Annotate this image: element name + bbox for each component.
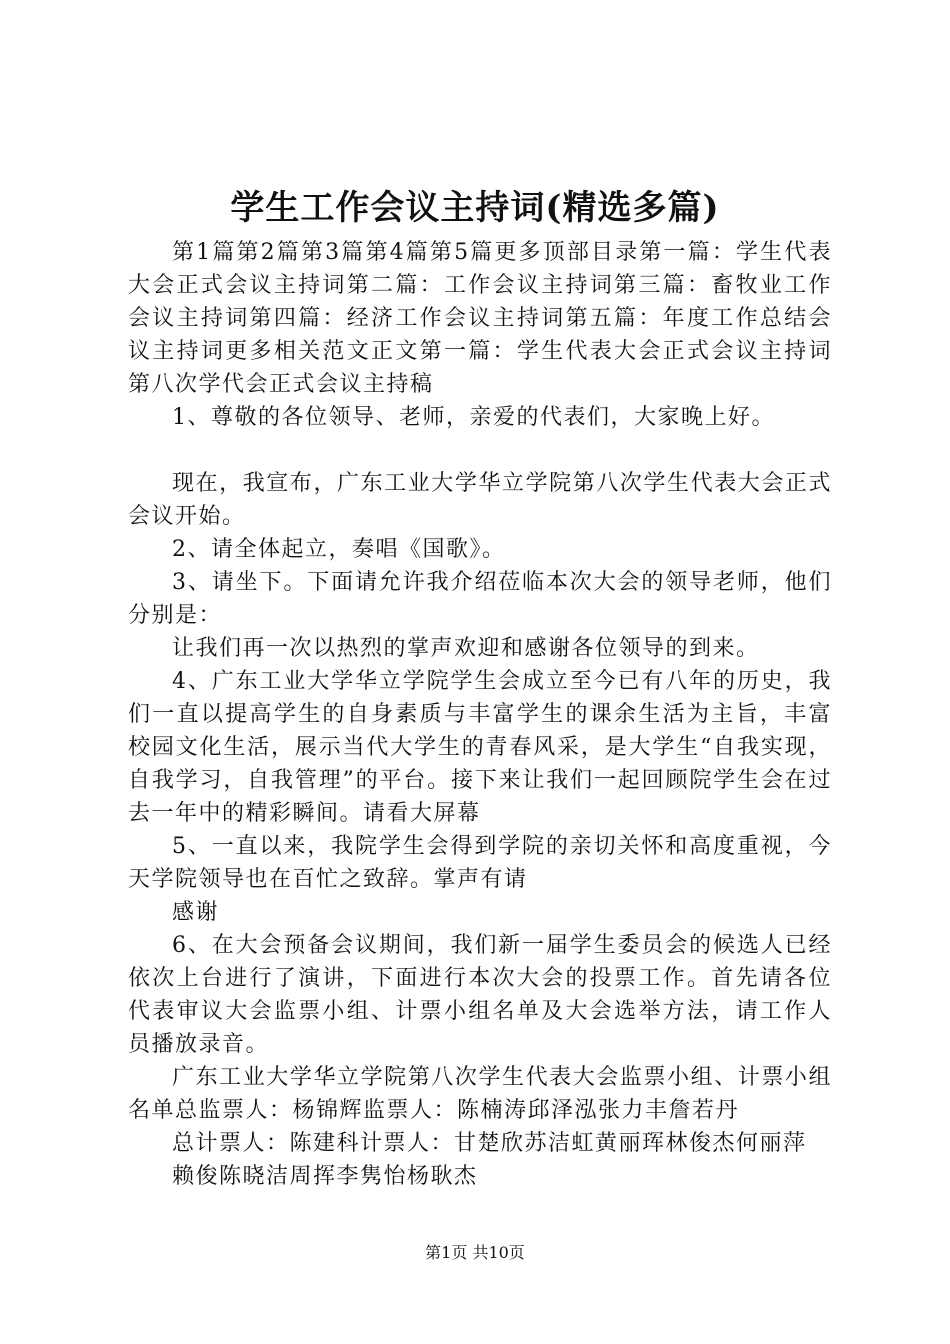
- document-body: [128, 236, 832, 1193]
- paragraph-leader-speech: 5、一直以来，我院学生会得到学院的亲切关怀和高度重视，今天学院领导也在百忙之致辞。掌声有请: [128, 834, 832, 892]
- paragraph-table-of-contents: 第1篇第2篇第3篇第4篇第5篇更多顶部目录第一篇：学生代表大会正式会议主持词第二篇：工作会议主持词第三篇：畜牧业工作会议主持词第四篇：经济工作会议主持词第五篇：年度工作总结会议主持词更多相关范文正文第一篇：学生代表大会正式会议主持词第八次学代会正式会议主持稿: [128, 240, 832, 397]
- document-title: 学生工作会议主持词(精选多篇): [230, 188, 720, 228]
- paragraph-opening: 现在，我宣布，广东工业大学华立学院第八次学生代表大会正式会议开始。: [128, 471, 832, 529]
- paragraph-anthem: 2、请全体起立，奏唱《国歌》。: [172, 537, 506, 562]
- paragraph-thanks: 感谢: [172, 900, 220, 925]
- paragraph-counter-names: 赖俊陈晓洁周挥李隽怡杨耿杰: [172, 1164, 478, 1189]
- paragraph-introduce-leaders: 3、请坐下。下面请允许我介绍莅临本次大会的领导老师，他们分别是：: [128, 570, 832, 628]
- paragraph-welcome: 让我们再一次以热烈的掌声欢迎和感谢各位领导的到来。: [172, 636, 760, 661]
- paragraph-voting: 6、在大会预备会议期间，我们新一届学生委员会的候选人已经依次上台进行了演讲，下面进行本次大会的投票工作。首先请各位代表审议大会监票小组、计票小组名单及大会选举方法，请工作人员播放录音。: [128, 933, 832, 1057]
- paragraph-counter-list: 总计票人：陈建科计票人：甘楚欣苏洁虹黄丽珲林俊杰何丽萍: [172, 1131, 807, 1156]
- page-footer: 第1页 共10页: [425, 1243, 525, 1262]
- paragraph-history: 4、广东工业大学华立学院学生会成立至今已有八年的历史，我们一直以提高学生的自身素质与丰富学生的课余生活为主旨，丰富校园文化生活，展示当代大学生的青春风采，是大学生“自我实现，自我学习，自我管理”的平台。接下来让我们一起回顾院学生会在过去一年中的精彩瞬间。请看大屏幕: [128, 669, 832, 826]
- paragraph-monitor-list: 广东工业大学华立学院第八次学生代表大会监票小组、计票小组名单总监票人：杨锦辉监票人：陈楠涛邱泽泓张力丰詹若丹: [128, 1065, 832, 1123]
- paragraph-greeting: 1、尊敬的各位领导、老师，亲爱的代表们，大家晚上好。: [172, 405, 775, 430]
